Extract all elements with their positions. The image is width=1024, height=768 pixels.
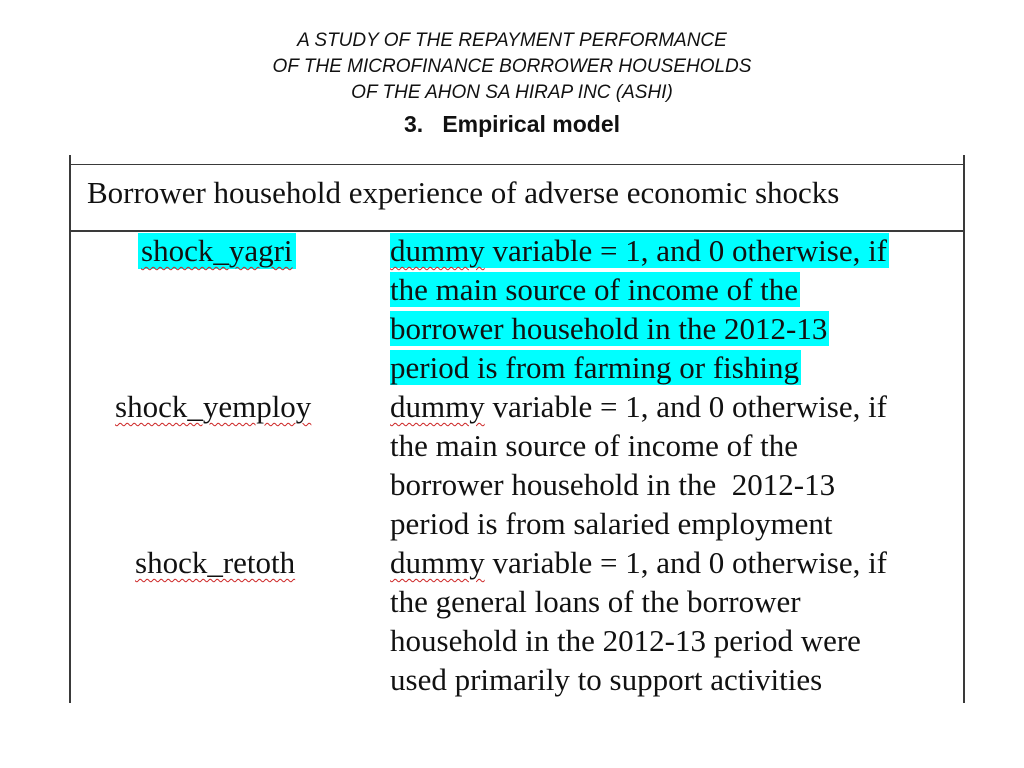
study-title-line-1: A STUDY OF THE REPAYMENT PERFORMANCE <box>297 30 727 51</box>
study-title-line-3: OF THE AHON SA HIRAP INC (ASHI) <box>351 82 673 103</box>
study-title-line-2: OF THE MICROFINANCE BORROWER HOUSEHOLDS <box>272 56 752 77</box>
section-title: 3. Empirical model <box>403 111 621 137</box>
desc-line: used primarily to support activities <box>390 662 823 697</box>
desc-line: borrower household in the 2012-13 <box>390 467 836 502</box>
desc-lead-word: dummy <box>390 389 485 424</box>
desc-lead-word: dummy <box>390 233 485 268</box>
table-row <box>71 233 963 389</box>
desc-line: variable = 1, and 0 otherwise, if <box>484 389 888 424</box>
desc-line: the main source of income of the <box>390 272 799 307</box>
desc-line: variable = 1, and 0 otherwise, if <box>484 233 888 268</box>
desc-line: the main source of income of the <box>390 428 799 463</box>
variables-table <box>69 155 965 703</box>
desc-line: borrower household in the 2012-13 <box>390 311 828 346</box>
desc-lead-word: dummy <box>390 545 485 580</box>
desc-line: the general loans of the borrower <box>390 584 801 619</box>
variable-name-shock-yagri: shock_yagri <box>138 233 296 269</box>
table-heading-row <box>71 164 963 232</box>
desc-line: period is from farming or fishing <box>390 350 799 385</box>
variable-name-shock-retoth: shock_retoth <box>135 545 296 580</box>
table-row <box>71 389 963 545</box>
variable-name-shock-yemploy: shock_yemploy <box>115 389 312 424</box>
table-row <box>71 545 963 701</box>
desc-line: household in the 2012-13 period were <box>390 623 861 658</box>
variable-description-shock-yemploy <box>390 387 960 543</box>
desc-line: period is from salaried employment <box>390 506 833 541</box>
variable-description-shock-yagri <box>390 231 960 387</box>
slide-header <box>0 28 1024 139</box>
desc-line: variable = 1, and 0 otherwise, if <box>484 545 888 580</box>
table-body <box>71 233 963 701</box>
variable-description-shock-retoth <box>390 543 960 699</box>
table-heading: Borrower household experience of adverse economic shocks <box>87 175 840 210</box>
